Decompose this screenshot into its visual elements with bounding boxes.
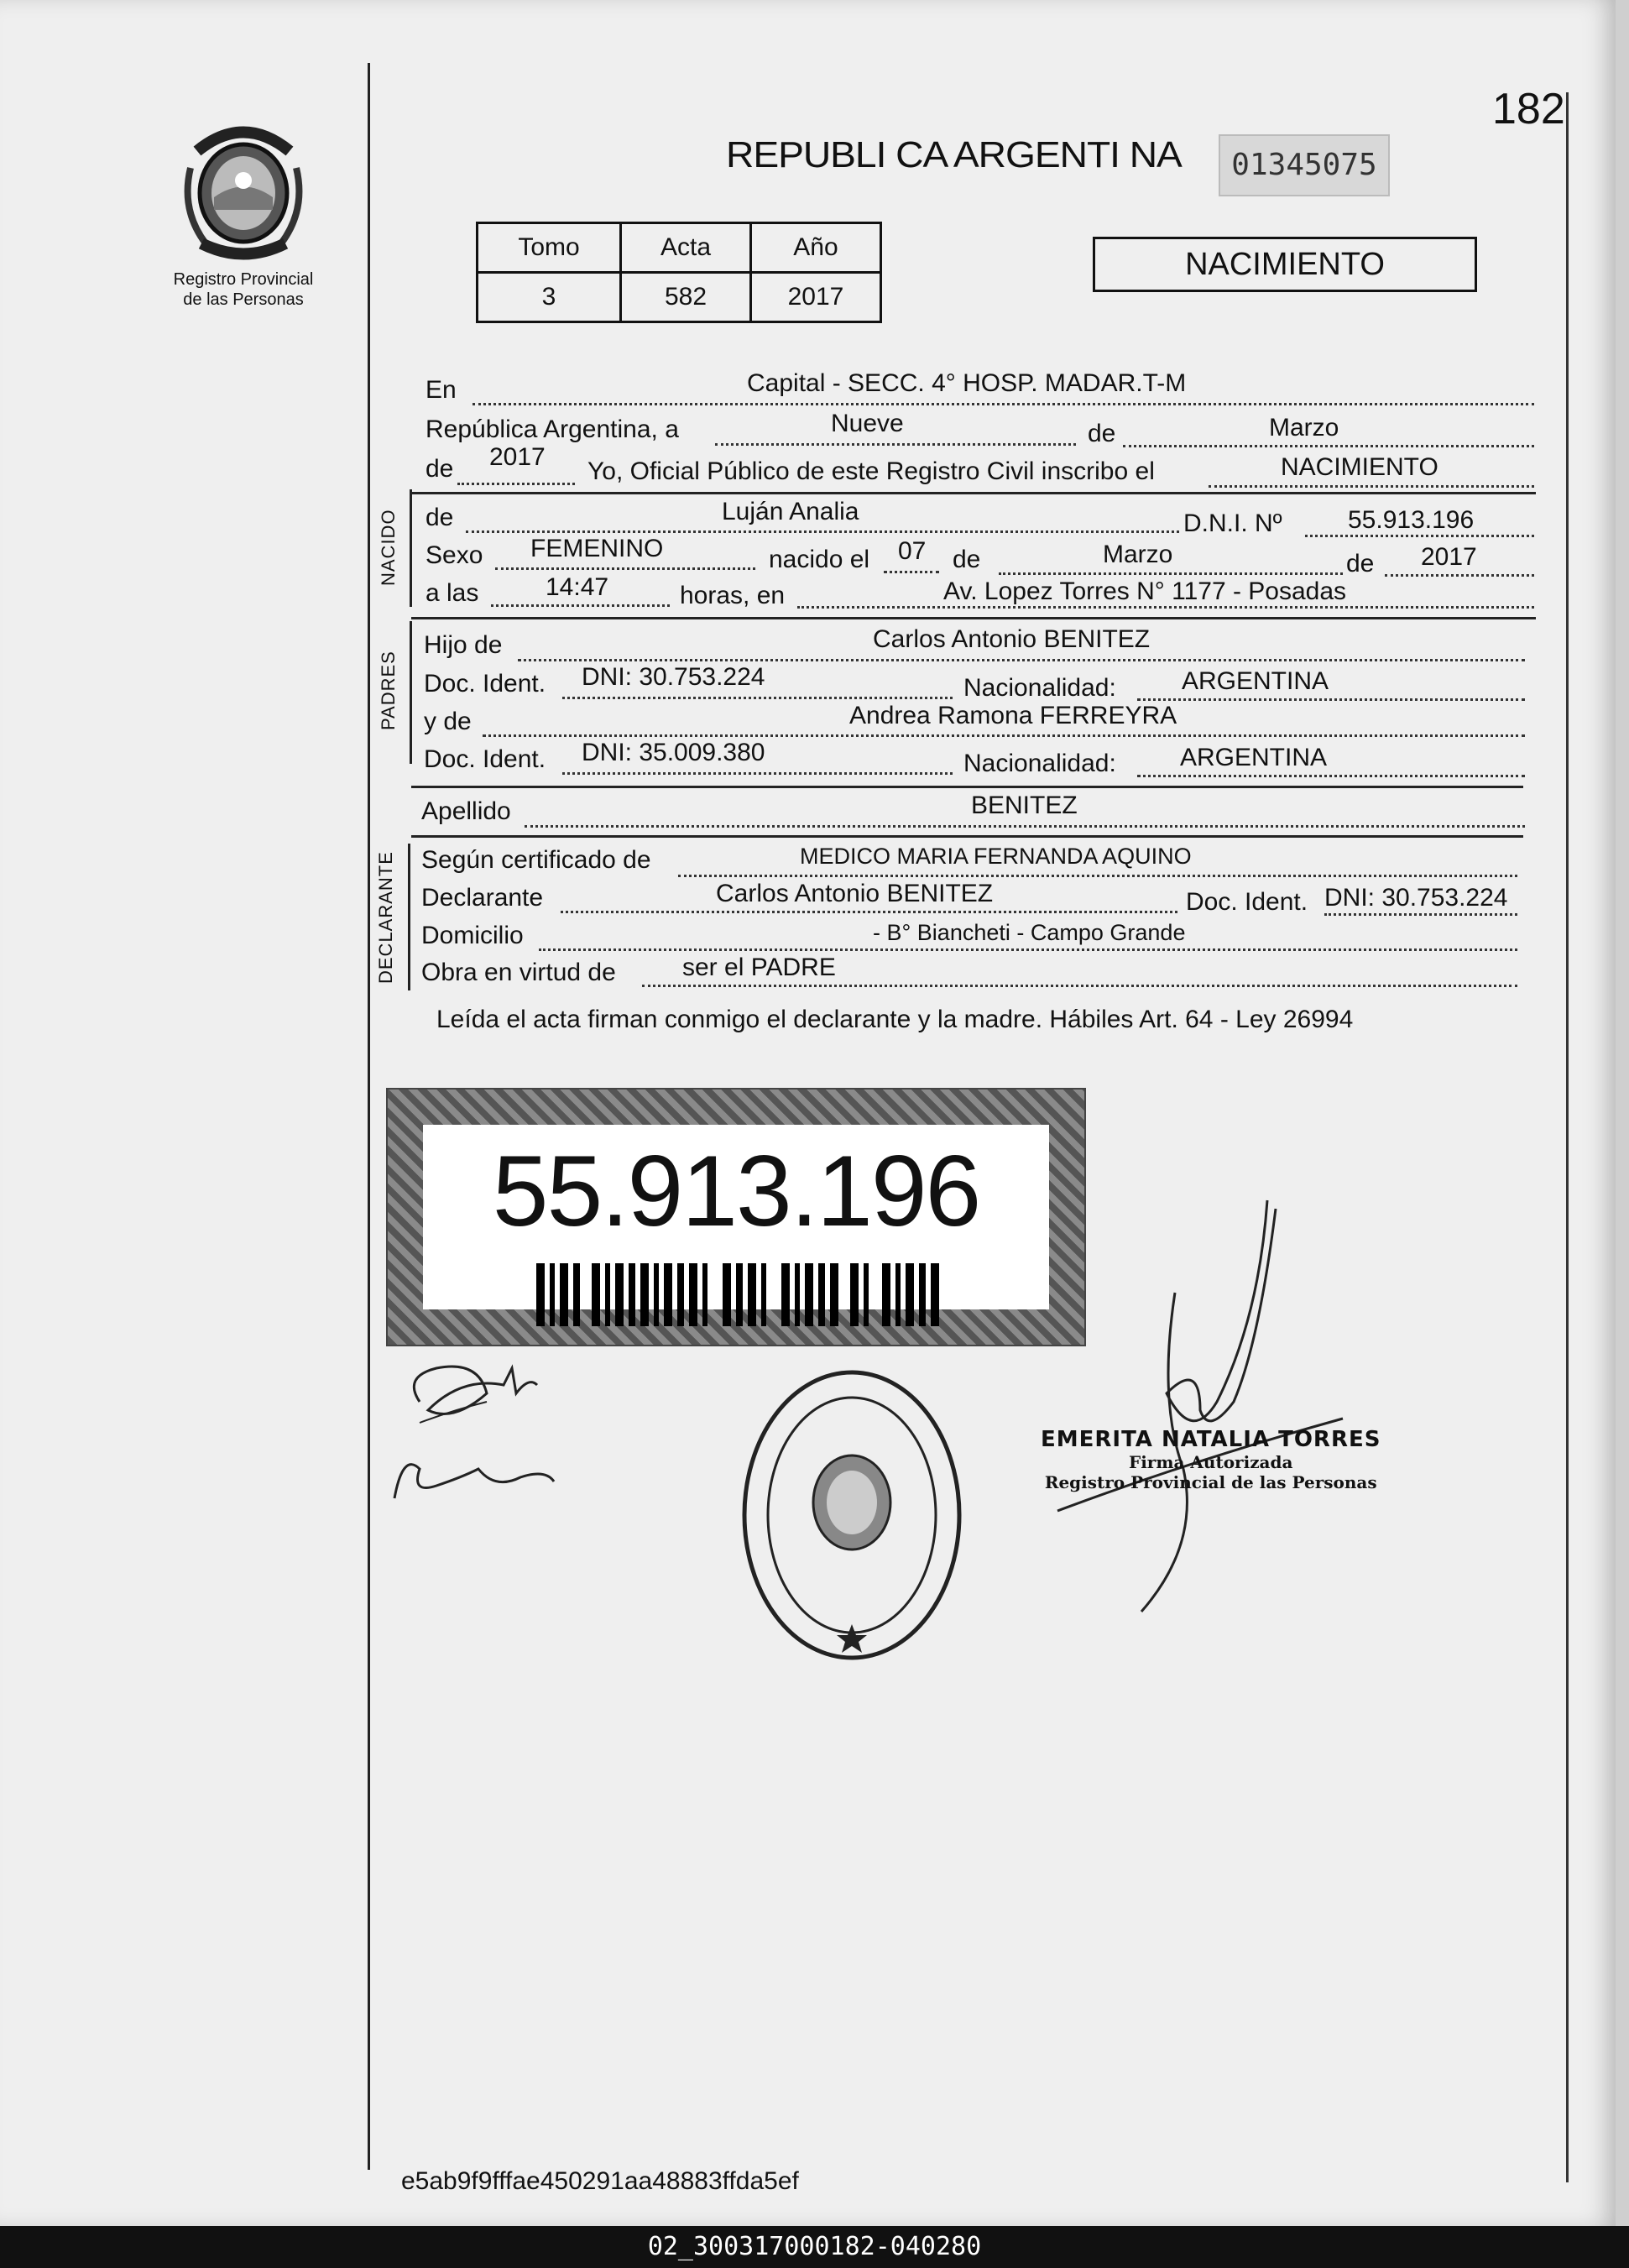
day-dots — [715, 443, 1076, 446]
nacido-day-dots — [884, 571, 939, 573]
nacido-de-year-label: de — [1346, 550, 1375, 577]
y-de-label: y de — [424, 708, 472, 735]
de-label-month: de — [1088, 420, 1116, 447]
misiones-crest-icon — [180, 118, 306, 264]
country-title: REPUBLI CA ARGENTI NA — [726, 134, 1182, 175]
right-margin-line — [1566, 92, 1569, 2182]
father-dots — [518, 659, 1525, 661]
provincial-logo — [159, 118, 327, 310]
place-dots — [797, 606, 1534, 609]
mother-name-value: Andrea Ramona FERREYRA — [849, 702, 1177, 729]
closing-text: Leída el acta firman conmigo el declarante y la madre. Hábiles Art. 64 - Ley 26994 — [436, 1006, 1354, 1033]
obra-label: Obra en virtud de — [421, 959, 616, 986]
anio-value: 2017 — [751, 273, 881, 322]
horas-label: horas, en — [680, 582, 786, 609]
official-signature-icon — [1007, 1192, 1360, 1628]
year-value: 2017 — [489, 443, 546, 471]
record-table — [476, 222, 882, 323]
declarante-doc-value: DNI: 30.753.224 — [1324, 884, 1508, 912]
nacido-bracket — [410, 489, 412, 607]
left-signatures-icon — [386, 1343, 587, 1511]
tomo-value: 3 — [478, 273, 621, 322]
name-dots — [466, 530, 1179, 533]
divider-2 — [411, 617, 1536, 619]
tomo-header: Tomo — [478, 223, 621, 273]
nacido-section-label: NACIDO — [378, 509, 399, 586]
nacido-de-label: de — [426, 504, 454, 531]
dni-label: D.N.I. Nº — [1183, 510, 1282, 537]
record-table-values — [478, 273, 881, 322]
mother-doc-dots — [562, 772, 953, 775]
acta-header: Acta — [621, 223, 751, 273]
father-nat-label: Nacionalidad: — [963, 674, 1116, 702]
oficial-text: Yo, Oficial Público de este Registro Civil inscribo el — [587, 457, 1155, 485]
declarante-value: Carlos Antonio BENITEZ — [716, 880, 994, 907]
republica-label: República Argentina, a — [426, 415, 679, 443]
child-name-value: Luján Analia — [722, 498, 859, 525]
mother-nat-dots — [1137, 775, 1525, 777]
footer-id-bar: 02_300317000182-040280 — [0, 2226, 1629, 2268]
declarante-label: Declarante — [421, 884, 544, 912]
barcode-label — [423, 1125, 1049, 1309]
apellido-value: BENITEZ — [971, 792, 1078, 819]
mother-doc-label: Doc. Ident. — [424, 745, 546, 773]
father-name-value: Carlos Antonio BENITEZ — [873, 625, 1151, 653]
padres-section-label: PADRES — [378, 651, 399, 730]
declarante-doc-label: Doc. Ident. — [1186, 888, 1308, 916]
document-type-box: NACIMIENTO — [1093, 237, 1477, 292]
divider-1 — [411, 492, 1536, 494]
barcode-sticker — [386, 1088, 1086, 1346]
anio-header: Año — [751, 223, 881, 273]
domicilio-dots — [539, 948, 1517, 951]
left-margin-line — [368, 63, 370, 2170]
barcode-number: 55.913.196 — [492, 1135, 980, 1247]
delegation-seal-icon — [739, 1360, 965, 1670]
logo-caption-line1: Registro Provincial — [173, 270, 314, 289]
page-number: 182 — [1492, 85, 1565, 133]
child-dni-value: 55.913.196 — [1348, 506, 1475, 534]
obra-dots — [642, 985, 1517, 987]
logo-caption-line2: de las Personas — [183, 290, 304, 309]
divider-4 — [411, 835, 1523, 838]
nacido-el-label: nacido el — [769, 546, 870, 573]
official-name: EMERITA NATALIA TORRES — [1041, 1427, 1381, 1452]
en-dots — [473, 403, 1534, 405]
declarante-doc-dots — [1324, 913, 1517, 916]
divider-3 — [411, 786, 1523, 788]
mother-nat-label: Nacionalidad: — [963, 750, 1116, 777]
obra-value: ser el PADRE — [682, 954, 836, 981]
nacido-de-month-label: de — [953, 546, 981, 573]
year-dots — [457, 483, 575, 485]
mother-dots — [483, 734, 1525, 737]
birth-place-value: Av. Lopez Torres N° 1177 - Posadas — [943, 577, 1347, 605]
de-label-year: de — [426, 455, 454, 483]
mother-nationality-value: ARGENTINA — [1180, 744, 1328, 771]
record-table-header — [478, 223, 881, 273]
time-dots — [491, 604, 670, 607]
declarante-section-label: DECLARANTE — [375, 851, 396, 984]
cert-label: Según certificado de — [421, 846, 651, 874]
father-doc-dots — [562, 697, 953, 699]
apellido-dots — [525, 825, 1525, 828]
declarante-bracket — [408, 844, 410, 990]
cert-dots — [678, 875, 1517, 877]
en-value: Capital - SECC. 4° HOSP. MADAR.T-M — [747, 369, 1187, 397]
sexo-dots — [495, 567, 755, 570]
act-value: NACIMIENTO — [1281, 453, 1438, 481]
day-value: Nueve — [831, 410, 904, 437]
sexo-label: Sexo — [426, 541, 483, 569]
dni-dots — [1305, 535, 1534, 537]
mother-doc-value: DNI: 35.009.380 — [582, 739, 765, 766]
document-hash: e5ab9f9fffae450291aa48883ffda5ef — [401, 2167, 799, 2195]
alas-label: a las — [426, 579, 479, 607]
nacido-month-dots — [999, 572, 1343, 575]
father-doc-value: DNI: 30.753.224 — [582, 663, 765, 691]
domicilio-value: - B° Biancheti - Campo Grande — [873, 920, 1186, 945]
act-dots — [1209, 485, 1534, 488]
official-office: Registro Provincial de las Personas — [1044, 1472, 1377, 1492]
barcode-bars-icon — [536, 1263, 939, 1326]
cert-value: MEDICO MARIA FERNANDA AQUINO — [800, 844, 1192, 869]
nacido-year-dots — [1385, 574, 1534, 577]
father-doc-label: Doc. Ident. — [424, 670, 546, 698]
month-dots — [1123, 445, 1534, 447]
birth-day-value: 07 — [898, 537, 927, 565]
birth-month-value: Marzo — [1103, 541, 1173, 568]
official-role: Firma Autorizada — [1129, 1452, 1293, 1472]
hijo-de-label: Hijo de — [424, 631, 503, 659]
birth-time-value: 14:47 — [546, 573, 609, 601]
father-nationality-value: ARGENTINA — [1182, 667, 1329, 695]
apellido-label: Apellido — [421, 797, 511, 825]
sexo-value: FEMENINO — [530, 535, 664, 562]
official-block — [1041, 1427, 1381, 1492]
month-value: Marzo — [1269, 414, 1339, 442]
birth-year-value: 2017 — [1421, 543, 1477, 571]
serial-stamp: 01345075 — [1219, 134, 1390, 196]
en-label: En — [426, 376, 457, 404]
father-nat-dots — [1137, 698, 1525, 701]
domicilio-label: Domicilio — [421, 922, 524, 949]
declarante-dots — [561, 911, 1177, 913]
padres-bracket — [410, 621, 412, 764]
acta-value: 582 — [621, 273, 751, 322]
